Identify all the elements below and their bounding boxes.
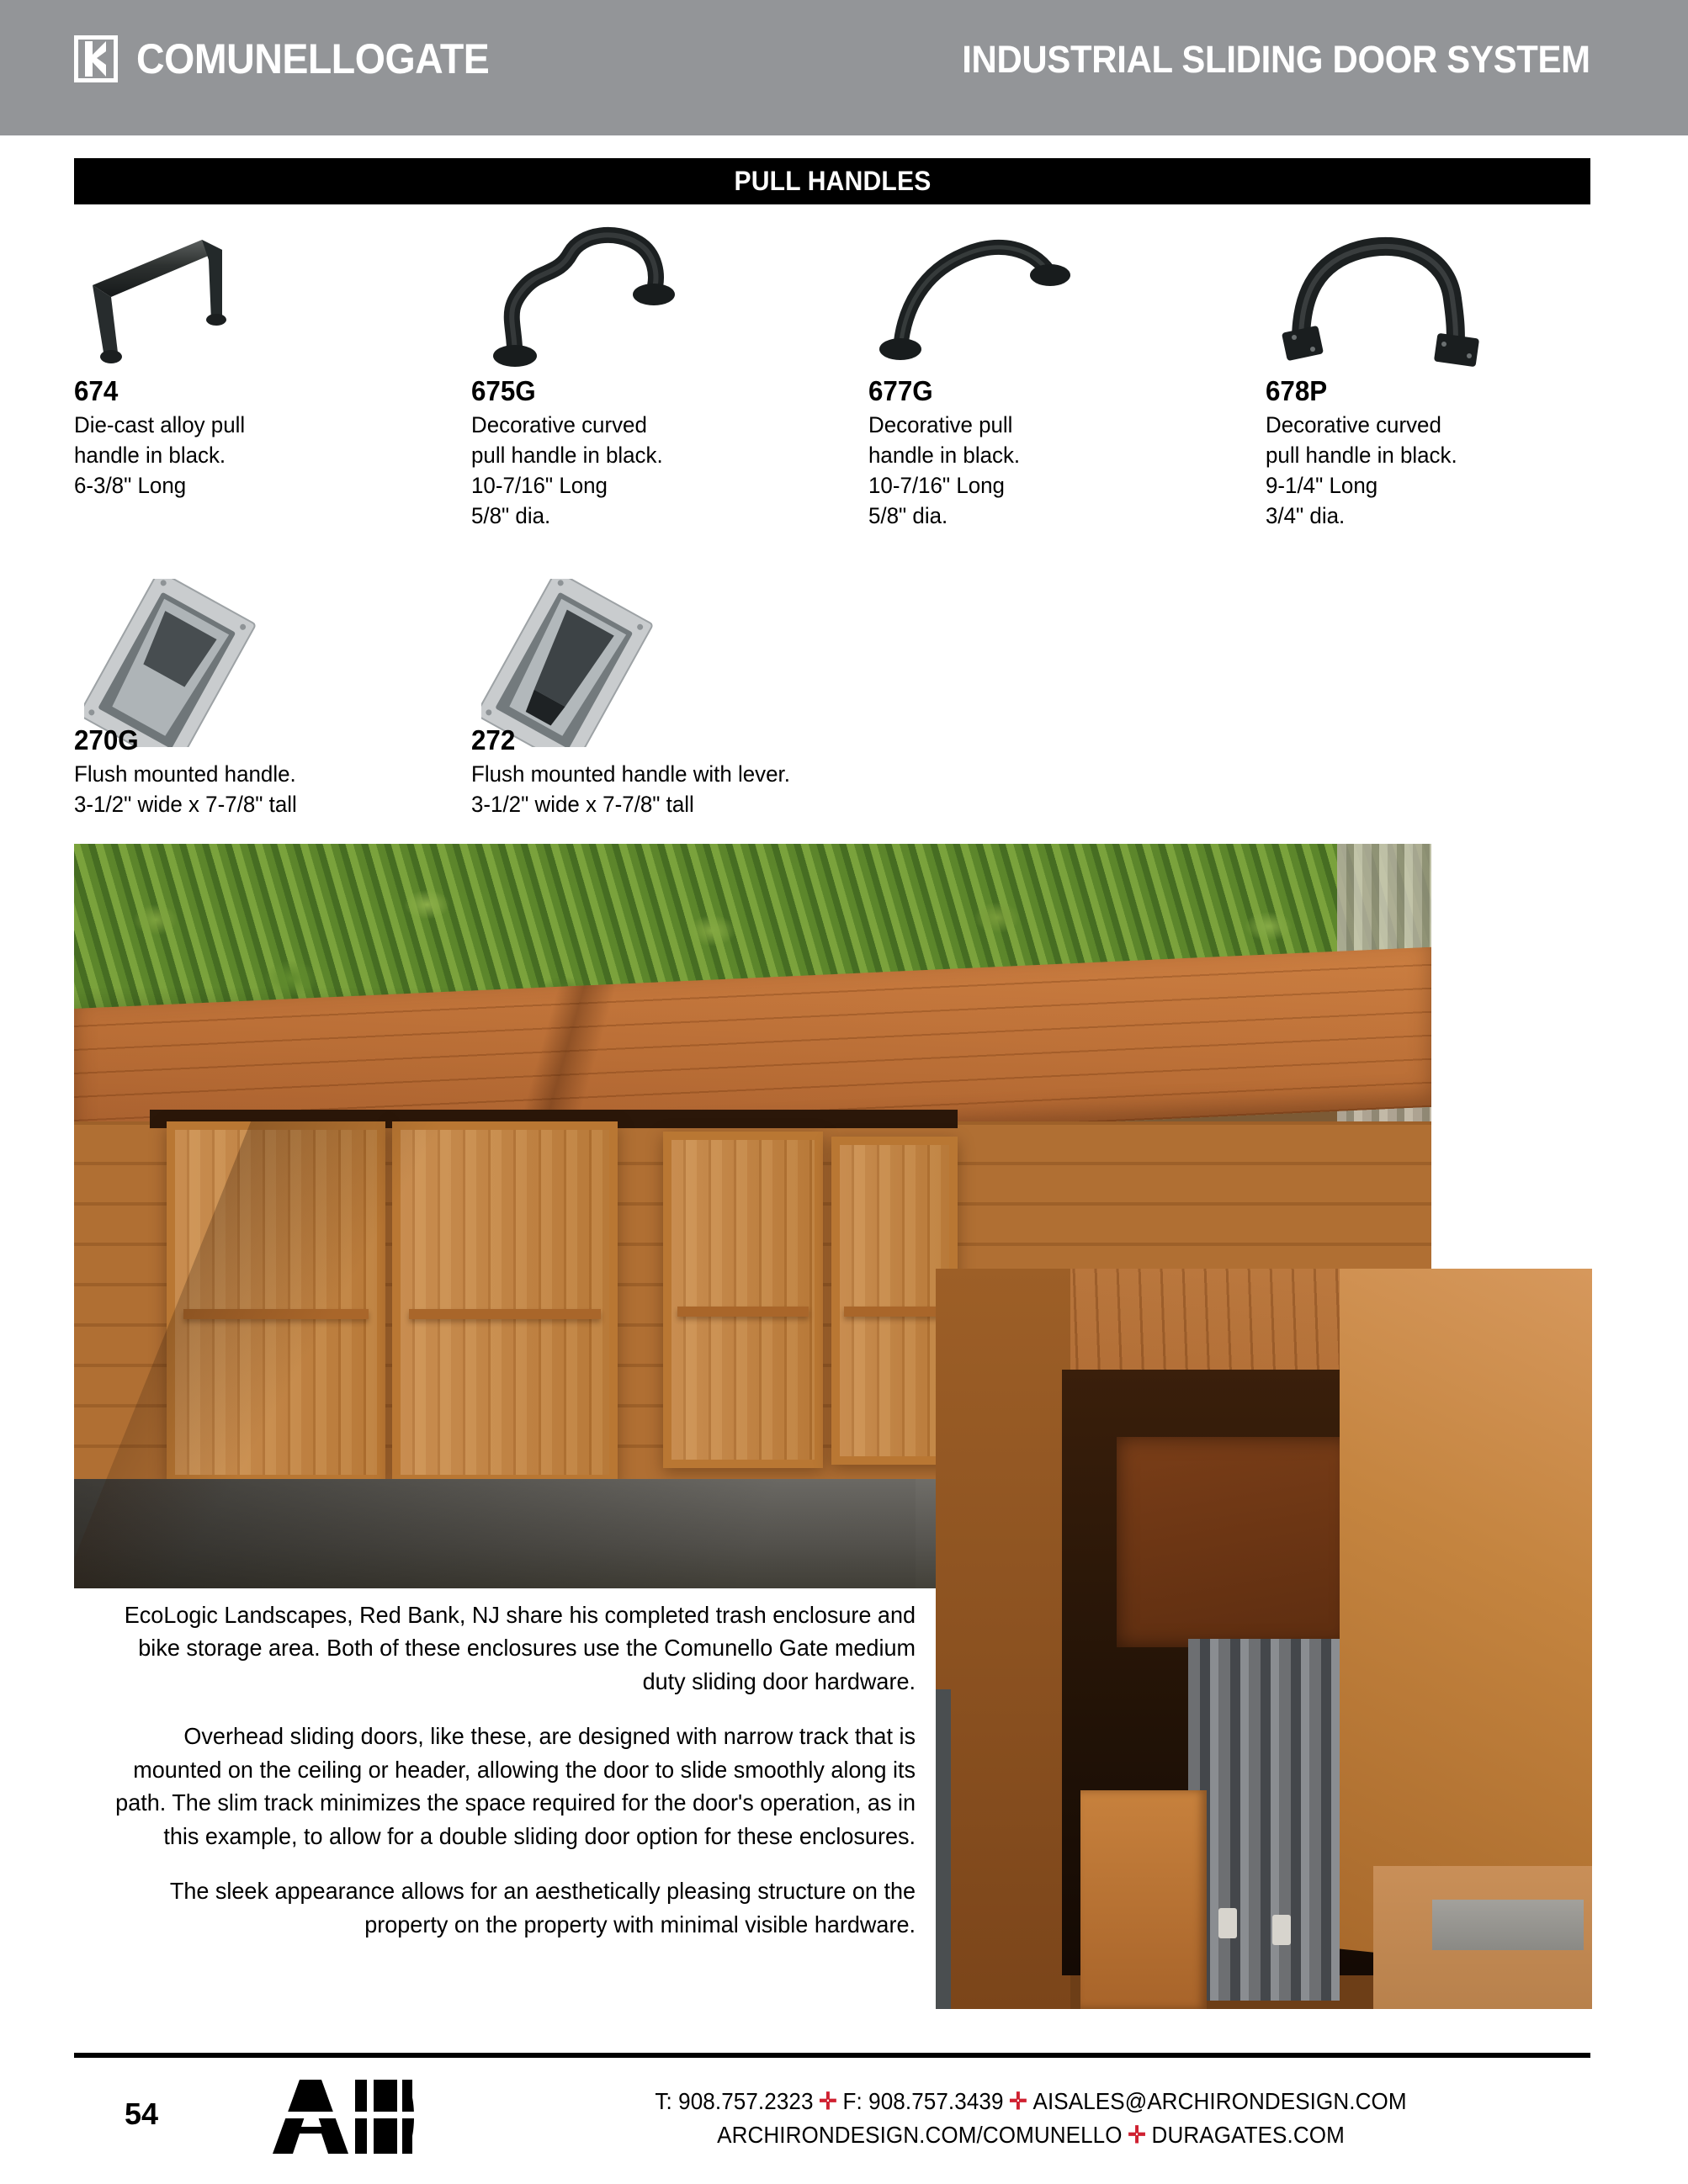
product-description: Decorative curved pull handle in black. 10-7/16" Long 5/8" dia. <box>471 411 663 528</box>
section-banner <box>74 158 1590 204</box>
track-roller <box>1272 1915 1291 1945</box>
website-link-2[interactable]: DURAGATES.COM <box>1151 2121 1345 2148</box>
caption-paragraph: The sleek appearance allows for an aesthetically pleasing structure on the property on the property with minimal visible hardware. <box>169 1878 916 1938</box>
product-code: 678P <box>1266 375 1328 406</box>
inset-hardware-photo <box>936 1269 1592 2009</box>
product-code: 270G <box>74 724 139 755</box>
product-description: Die-cast alloy pull handle in black. 6-3/8" Long <box>74 411 246 498</box>
sliding-door <box>663 1132 823 1468</box>
track-roller <box>1218 1908 1237 1938</box>
product-card-270G <box>74 599 471 820</box>
page-header <box>0 0 1688 135</box>
ground-shadow <box>74 1479 916 1588</box>
caption-paragraph: Overhead sliding doors, like these, are designed with narrow track that is mounted on the ceiling or header, allowing the door to slide smoothly along its path. The slim track minimizes the space required for the door's operation, as in this example, to allow for a double sliding door option for these enclosures. <box>115 1723 916 1849</box>
mounting-bracket <box>1117 1437 1352 1647</box>
background-window <box>1432 1900 1584 1950</box>
photo-caption <box>74 1598 916 1941</box>
product-grid-row-2 <box>74 599 1590 820</box>
product-code: 272 <box>471 724 516 755</box>
curved-pull-handle-icon <box>471 220 868 368</box>
flush-mounted-handle-icon <box>74 599 471 717</box>
product-description: Flush mounted handle. 3-1/2" wide x 7-7/8" tall <box>74 761 297 817</box>
arched-pull-handle-icon <box>868 220 1266 368</box>
product-code: 674 <box>74 375 119 406</box>
fax-number: F: 908.757.3439 <box>842 2088 1004 2114</box>
email-address[interactable]: AISALES@ARCHIRONDESIGN.COM <box>1032 2088 1407 2114</box>
section-banner-title: PULL HANDLES <box>733 166 932 196</box>
footer-contact-line-2 <box>581 2118 1481 2152</box>
tall-curved-pull-handle-icon <box>1266 220 1663 368</box>
product-description: Decorative curved pull handle in black. 9-1/4" Long 3/4" dia. <box>1266 411 1457 528</box>
separator-icon: ✛ <box>1128 2121 1147 2148</box>
footer-contact-info <box>547 2085 1515 2152</box>
brand-lockup <box>74 35 516 82</box>
footer-divider <box>74 2053 1590 2058</box>
sliding-track-hardware <box>1188 1639 1340 2001</box>
background-sliver <box>936 1689 951 2009</box>
sliding-door <box>392 1121 618 1483</box>
phone-number: T: 908.757.2323 <box>655 2088 814 2114</box>
product-code: 677G <box>868 375 933 406</box>
door-panel-edge <box>1080 1790 1207 2009</box>
product-card-674 <box>74 220 471 532</box>
website-link-1[interactable]: ARCHIRONDESIGN.COM/COMUNELLO <box>717 2121 1123 2148</box>
separator-icon: ✛ <box>1009 2088 1027 2114</box>
caption-paragraph: EcoLogic Landscapes, Red Bank, NJ share his completed trash enclosure and bike storage area. Both of these enclosures use the Comunello Gate medium duty sliding door hardware. <box>124 1602 916 1694</box>
product-grid-row-1 <box>74 220 1590 532</box>
comunello-k-mark-icon <box>74 35 118 82</box>
product-card-677G <box>868 220 1266 532</box>
product-description: Decorative pull handle in black. 10-7/16" Long 5/8" dia. <box>868 411 1021 528</box>
product-card-272 <box>471 599 868 820</box>
product-code: 675G <box>471 375 536 406</box>
aidi-logo-icon <box>271 2078 414 2160</box>
product-card-675G <box>471 220 868 532</box>
separator-icon: ✛ <box>819 2088 837 2114</box>
brand-name: COMUNELLOGATE <box>136 35 490 82</box>
sliding-door <box>167 1121 385 1483</box>
product-card-678P <box>1266 220 1663 532</box>
footer-contact-line-1 <box>581 2085 1481 2118</box>
square-pull-handle-icon <box>74 220 471 368</box>
flush-mounted-handle-with-lever-icon <box>471 599 868 717</box>
left-wood-post <box>936 1269 1070 2009</box>
page-number: 54 <box>125 2097 159 2131</box>
product-description: Flush mounted handle with lever. 3-1/2" wide x 7-7/8" tall <box>471 761 790 817</box>
header-title: INDUSTRIAL SLIDING DOOR SYSTEM <box>962 38 1590 81</box>
